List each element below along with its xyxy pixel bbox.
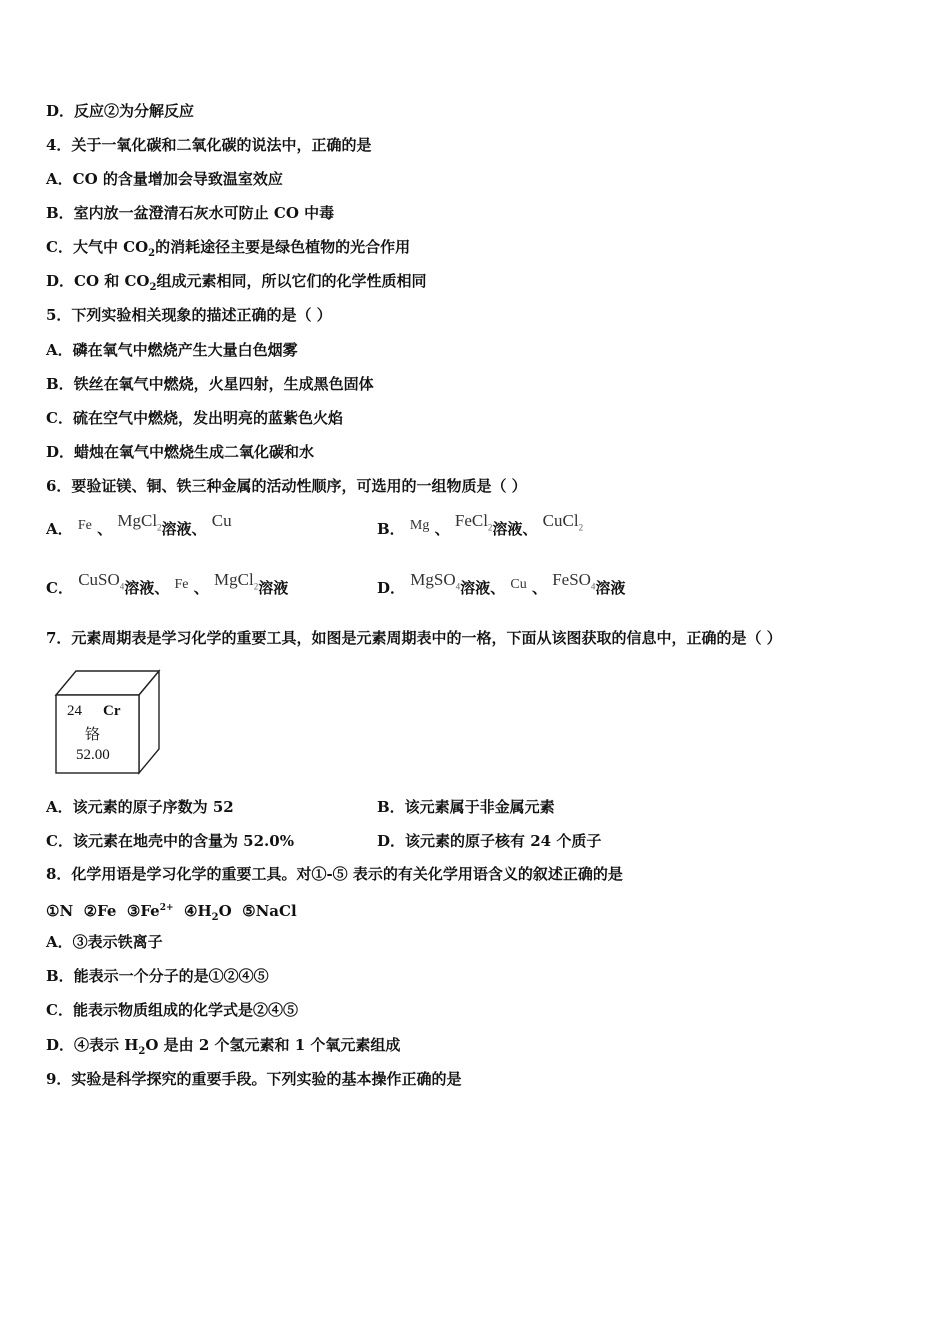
q7-option-c: C．该元素在地壳中的含量为 52.0%: [46, 832, 294, 850]
q8-option-b: B．能表示一个分子的是①②④⑤: [46, 967, 269, 985]
q7-options-row-1: [46, 796, 906, 818]
q6-option-b-formula-1: Mg: [409, 518, 430, 533]
q6-options-row-2: [46, 570, 906, 603]
q4-option-d-pre: D．CO 和 CO: [46, 272, 150, 290]
q6-option-d-formula-3: FeSO$_4$: [552, 570, 596, 592]
q8-option-c: C．能表示物质组成的化学式是②④⑤: [46, 1001, 298, 1019]
q6-option-d-formula-1: MgSO$_4$: [410, 570, 461, 592]
q6-option-b: [377, 511, 584, 540]
q6-option-d-letter: D．: [377, 579, 406, 597]
q6-option-b-formula-3: CuCl$_2$: [542, 511, 584, 533]
element-atomic-mass: 52.00: [76, 747, 110, 763]
q6-option-b-sep-1: 、: [434, 520, 450, 538]
q8-stem: 8．化学用语是学习化学的重要工具。对①-⑤ 表示的有关化学用语含义的叙述正确的是: [46, 865, 623, 883]
q9-stem: 9．实验是科学探究的重要手段。下列实验的基本操作正确的是: [46, 1070, 462, 1088]
q6-option-b-formula-2: FeCl$_2$: [454, 511, 493, 533]
q6-options-row-1: [46, 511, 906, 544]
q6-option-c-formula-1: CuSO$_4$: [78, 570, 125, 592]
q5-option-d: D．蜡烛在氧气中燃烧生成二氧化碳和水: [46, 443, 315, 461]
q6-option-a-formula-1: Fe: [77, 518, 92, 533]
q8-item-1: ①N: [46, 902, 74, 920]
q5-option-b: B．铁丝在氧气中燃烧，火星四射，生成黑色固体: [46, 375, 374, 393]
q4-option-c: [46, 237, 410, 264]
q6-option-b-sep-2: 溶液、: [492, 520, 538, 538]
q6-stem: 6．要验证镁、铜、铁三种金属的活动性顺序，可选用的一组物质是（ ）: [46, 477, 527, 495]
q6-option-a-formula-3: Cu: [211, 511, 232, 530]
q6-option-d-sep-2: 、: [531, 579, 547, 597]
q6-option-c-formula-3: MgCl$_2$: [214, 570, 259, 592]
q8-option-d: [46, 1035, 400, 1062]
q6-option-a-sep-1: 、: [97, 520, 113, 538]
q6-option-d: [377, 570, 626, 599]
q5-option-a: A．磷在氧气中燃烧产生大量白色烟雾: [46, 341, 298, 359]
q8-option-d-sub: 2: [138, 1046, 146, 1057]
q4-option-a: A．CO 的含量增加会导致温室效应: [46, 170, 283, 188]
element-tile-chromium: [54, 669, 162, 775]
q8-option-a: A．③表示铁离子: [46, 933, 163, 951]
q6-option-c-sep-2: 、: [193, 579, 209, 597]
q4-option-d-post: 组成元素相同，所以它们的化学性质相同: [156, 272, 427, 290]
q6-option-d-sep-3: 溶液: [595, 579, 626, 597]
q8-option-d-post: O 是由 2 个氢元素和 1 个氧元素组成: [145, 1036, 401, 1054]
q8-option-d-pre: D．④表示 H: [46, 1036, 139, 1054]
q8-symbol-list: [46, 898, 297, 928]
element-name: 铬: [85, 727, 101, 743]
q7-stem: 7．元素周期表是学习化学的重要工具，如图是元素周期表中的一格，下面从该图获取的信息中，正确的是（ ）: [46, 629, 782, 647]
q6-option-a: [46, 511, 232, 540]
q6-option-c-sep-3: 溶液: [258, 579, 289, 597]
q6-option-c-formula-2: Fe: [174, 577, 189, 592]
element-symbol: Cr: [103, 703, 121, 719]
q8-item-3: $③Fe^{2+}$: [126, 902, 174, 920]
q6-option-d-sep-1: 溶液、: [460, 579, 506, 597]
q8-item-4: $④H_2O$: [184, 902, 232, 923]
q6-option-a-letter: A．: [46, 520, 73, 538]
q7-option-b: B．该元素属于非金属元素: [377, 798, 555, 816]
q8-item-5: ⑤NaCl: [242, 902, 297, 920]
q6-option-c: [46, 570, 289, 599]
element-atomic-number: 24: [67, 703, 82, 719]
q7-option-a: A．该元素的原子序数为 52: [46, 798, 234, 816]
q4-option-b: B．室内放一盆澄清石灰水可防止 CO 中毒: [46, 204, 335, 222]
q5-stem: 5．下列实验相关现象的描述正确的是（ ）: [46, 306, 332, 324]
q6-option-c-letter: C．: [46, 579, 73, 597]
q6-option-a-sep-2: 溶液、: [161, 520, 207, 538]
q6-option-d-formula-2: Cu: [510, 577, 527, 592]
q6-option-c-sep-1: 溶液、: [124, 579, 170, 597]
q4-option-c-post: 的消耗途径主要是绿色植物的光合作用: [155, 238, 411, 256]
q4-option-c-pre: C．大气中 CO: [46, 238, 149, 256]
q8-item-2: ②Fe: [83, 902, 117, 920]
q4-option-d-sub: 2: [149, 282, 157, 293]
q6-option-b-letter: B．: [377, 520, 405, 538]
q7-options-row-2: [46, 830, 906, 852]
q4-option-c-sub: 2: [148, 248, 156, 259]
q3-option-d: D．反应②为分解反应: [46, 102, 195, 120]
q4-option-d: [46, 271, 426, 298]
q5-option-c: C．硫在空气中燃烧，发出明亮的蓝紫色火焰: [46, 409, 343, 427]
q7-option-d: D．该元素的原子核有 24 个质子: [377, 832, 602, 850]
q4-stem: 4．关于一氧化碳和二氧化碳的说法中，正确的是: [46, 136, 372, 154]
q6-option-a-formula-2: MgCl$_2$: [117, 511, 162, 533]
